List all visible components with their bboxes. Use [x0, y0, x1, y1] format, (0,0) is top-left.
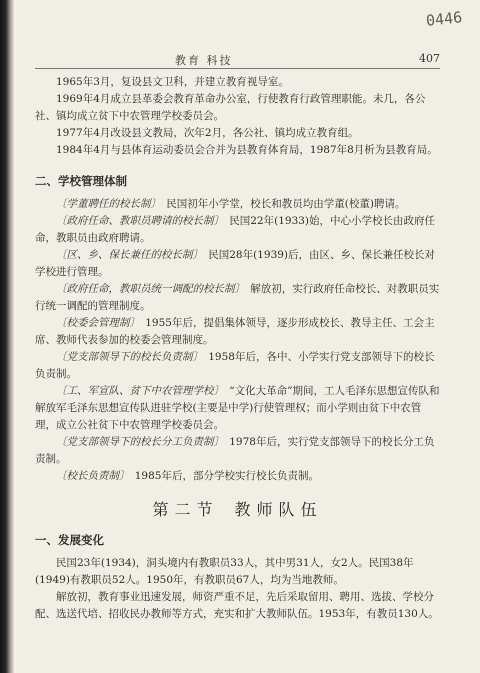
item-tag: 〔党支部领导下的校长分工负责制〕 — [56, 436, 219, 448]
item-text: 民国初年小学堂，校长和教员均由学董(校董)聘请。 — [166, 198, 406, 210]
header-rule — [35, 68, 440, 69]
management-item — [35, 468, 440, 485]
management-item — [35, 315, 440, 349]
management-item — [35, 213, 440, 247]
section-title-development: 一、发展变化 — [35, 533, 104, 547]
item-text: 1985年后，部分学校实行校长负责制。 — [134, 470, 319, 482]
item-tag: 〔校委会管理制〕 — [56, 317, 135, 329]
management-item — [35, 281, 440, 315]
item-text: 民国22年(1933)始，中心小学校长由政府任命，教职员由政府聘请。 — [35, 215, 436, 244]
item-text: 1958年后，各中、小学实行党支部领导下的校长负责制。 — [35, 351, 435, 380]
item-tag: 〔校长负责制〕 — [56, 470, 125, 482]
item-tag: 〔工、军宣队、贫下中农管理学校〕 — [56, 385, 219, 397]
management-item — [35, 196, 440, 213]
management-item — [35, 349, 440, 383]
paragraph: 民国23年(1934)，洞头境内有教职员33人，其中男31人，女2人。民国38年(1949)有教职员52人。1950年，有教职员67人，均为当地教师。 — [35, 557, 414, 586]
page-content — [35, 74, 440, 623]
page-number: 407 — [419, 52, 440, 65]
paragraph: 1969年4月成立县革委会教育革命办公室，行使教育行政管理职能。未几，各公社、镇均成立贫下中农管理学校委员会。 — [35, 93, 426, 122]
handwritten-number: 0446 — [425, 8, 463, 30]
item-tag: 〔学董聘任的校长制〕 — [56, 198, 156, 210]
item-text: “文化大革命”期间，工人毛泽东思想宣传队和解放军毛泽东思想宣传队进驻学校(主要是中学)行使管理权；而小学则由贫下中农管理，成立公社贫下中农管理学校委员会。 — [35, 385, 440, 431]
paragraph: 解放初，教育事业迅速发展，师资严重不足，先后采取留用、聘用、选拔、学校分配、选送代培、招收民办教师等方式，充实和扩大教师队伍。1953年，有教员130人。 — [35, 591, 439, 620]
item-tag: 〔党支部领导下的校长负责制〕 — [56, 351, 198, 363]
book-spine-shadow — [0, 0, 14, 673]
chapter-number: 第二节 — [152, 500, 219, 519]
item-text: 民国28年(1939)后，由区、乡、保长兼任校长对学校进行管理。 — [35, 249, 436, 278]
item-text: 1955年后，提倡集体领导，逐步形成校长、教导主任、工会主席、教师代表参加的校委会管理制度。 — [35, 317, 435, 346]
header-section: 教育 科技 — [175, 54, 233, 67]
item-text: 解放初，实行政府任命校长、对教职员实行统一调配的管理制度。 — [35, 283, 440, 312]
item-tag: 〔区、乡、保长兼任的校长制〕 — [56, 249, 198, 261]
paragraph: 1977年4月改设县文教局，次年2月，各公社、镇均成立教育组。 — [56, 127, 359, 139]
management-item — [35, 247, 440, 281]
item-tag: 〔政府任命、教职员聘请的校长制〕 — [56, 215, 219, 227]
paragraph: 1965年3月，复设县文卫科，并建立教育视导室。 — [56, 76, 289, 88]
section-title-management: 二、学校管理体制 — [35, 174, 127, 188]
paragraph: 1984年4月与县体育运动委员会合并为县教育体育局，1987年8月析为县教育局。 — [56, 144, 438, 156]
chapter-title: 教师队伍 — [234, 500, 323, 519]
item-text: 1978年后，实行党支部领导下的校长分工负责制。 — [35, 436, 435, 465]
item-tag: 〔政府任命，教职员统一调配的校长制〕 — [56, 283, 240, 295]
management-item — [35, 383, 440, 434]
chapter-heading — [35, 501, 440, 518]
management-item — [35, 434, 440, 468]
